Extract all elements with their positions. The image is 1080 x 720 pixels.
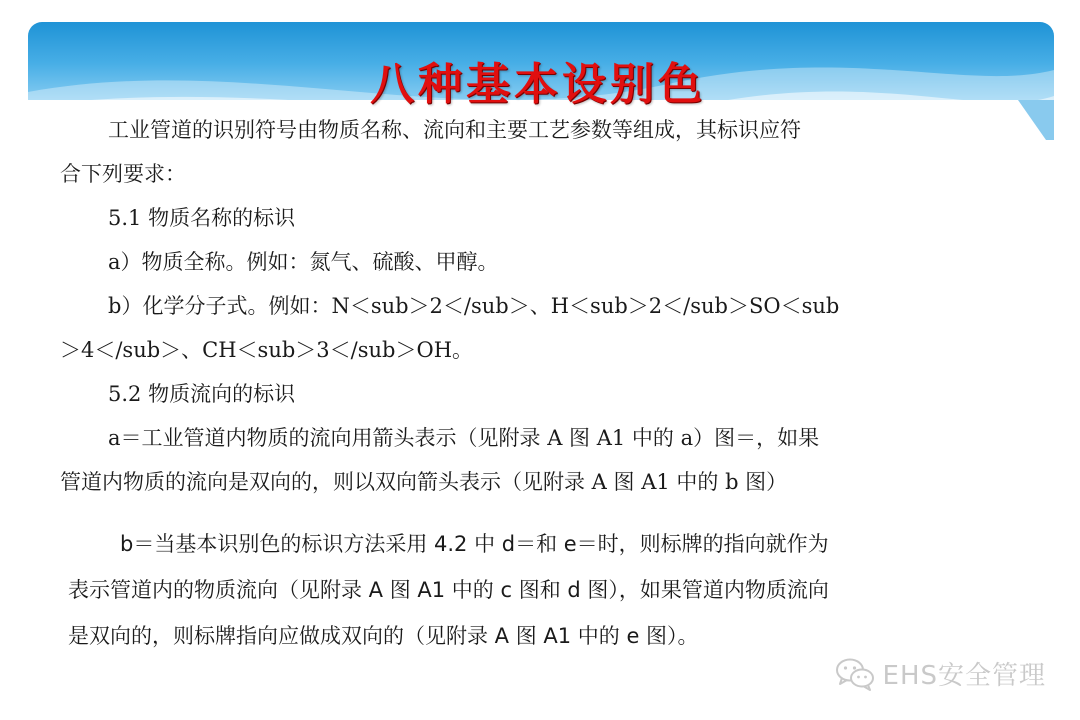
section-heading: 5.2 物质流向的标识 [108,382,296,406]
body-text [60,108,990,504]
text-line: a）物质全称。例如：氮气、硫酸、甲醇。 [108,250,499,274]
watermark-text: EHS安全管理 [882,661,1046,691]
text-line: ＞4＜/sub＞、CH＜sub＞3＜/sub＞OH。 [60,338,474,362]
text-line: 工业管道的识别符号由物质名称、流向和主要工艺参数等组成，其标识应符 [108,118,801,142]
text-line: b＝当基本识别色的标识方法采用 4.2 中 d＝和 e＝时，则标牌的指向就作为 [120,532,829,556]
text-line: 表示管道内的物质流向（见附录 A 图 A1 中的 c 图和 d 图），如果管道内物质流向 [68,578,829,602]
text-line: 合下列要求： [60,162,186,186]
text-line: 管道内物质的流向是双向的，则以双向箭头表示（见附录 A 图 A1 中的 b 图） [60,470,788,494]
section-heading: 5.1 物质名称的标识 [108,206,296,230]
wechat-icon [835,657,875,691]
text-line: 是双向的，则标牌指向应做成双向的（见附录 A 图 A1 中的 e 图）。 [68,624,699,648]
watermark [835,655,1046,692]
text-line: b）化学分子式。例如：N＜sub＞2＜/sub＞、H＜sub＞2＜/sub＞SO＜sub [108,294,840,318]
page-title: 八种基本设别色 [370,59,706,110]
text-line: a＝工业管道内物质的流向用箭头表示（见附录 A 图 A1 中的 a）图＝，如果 [108,426,820,450]
body-text-continued [64,521,994,659]
